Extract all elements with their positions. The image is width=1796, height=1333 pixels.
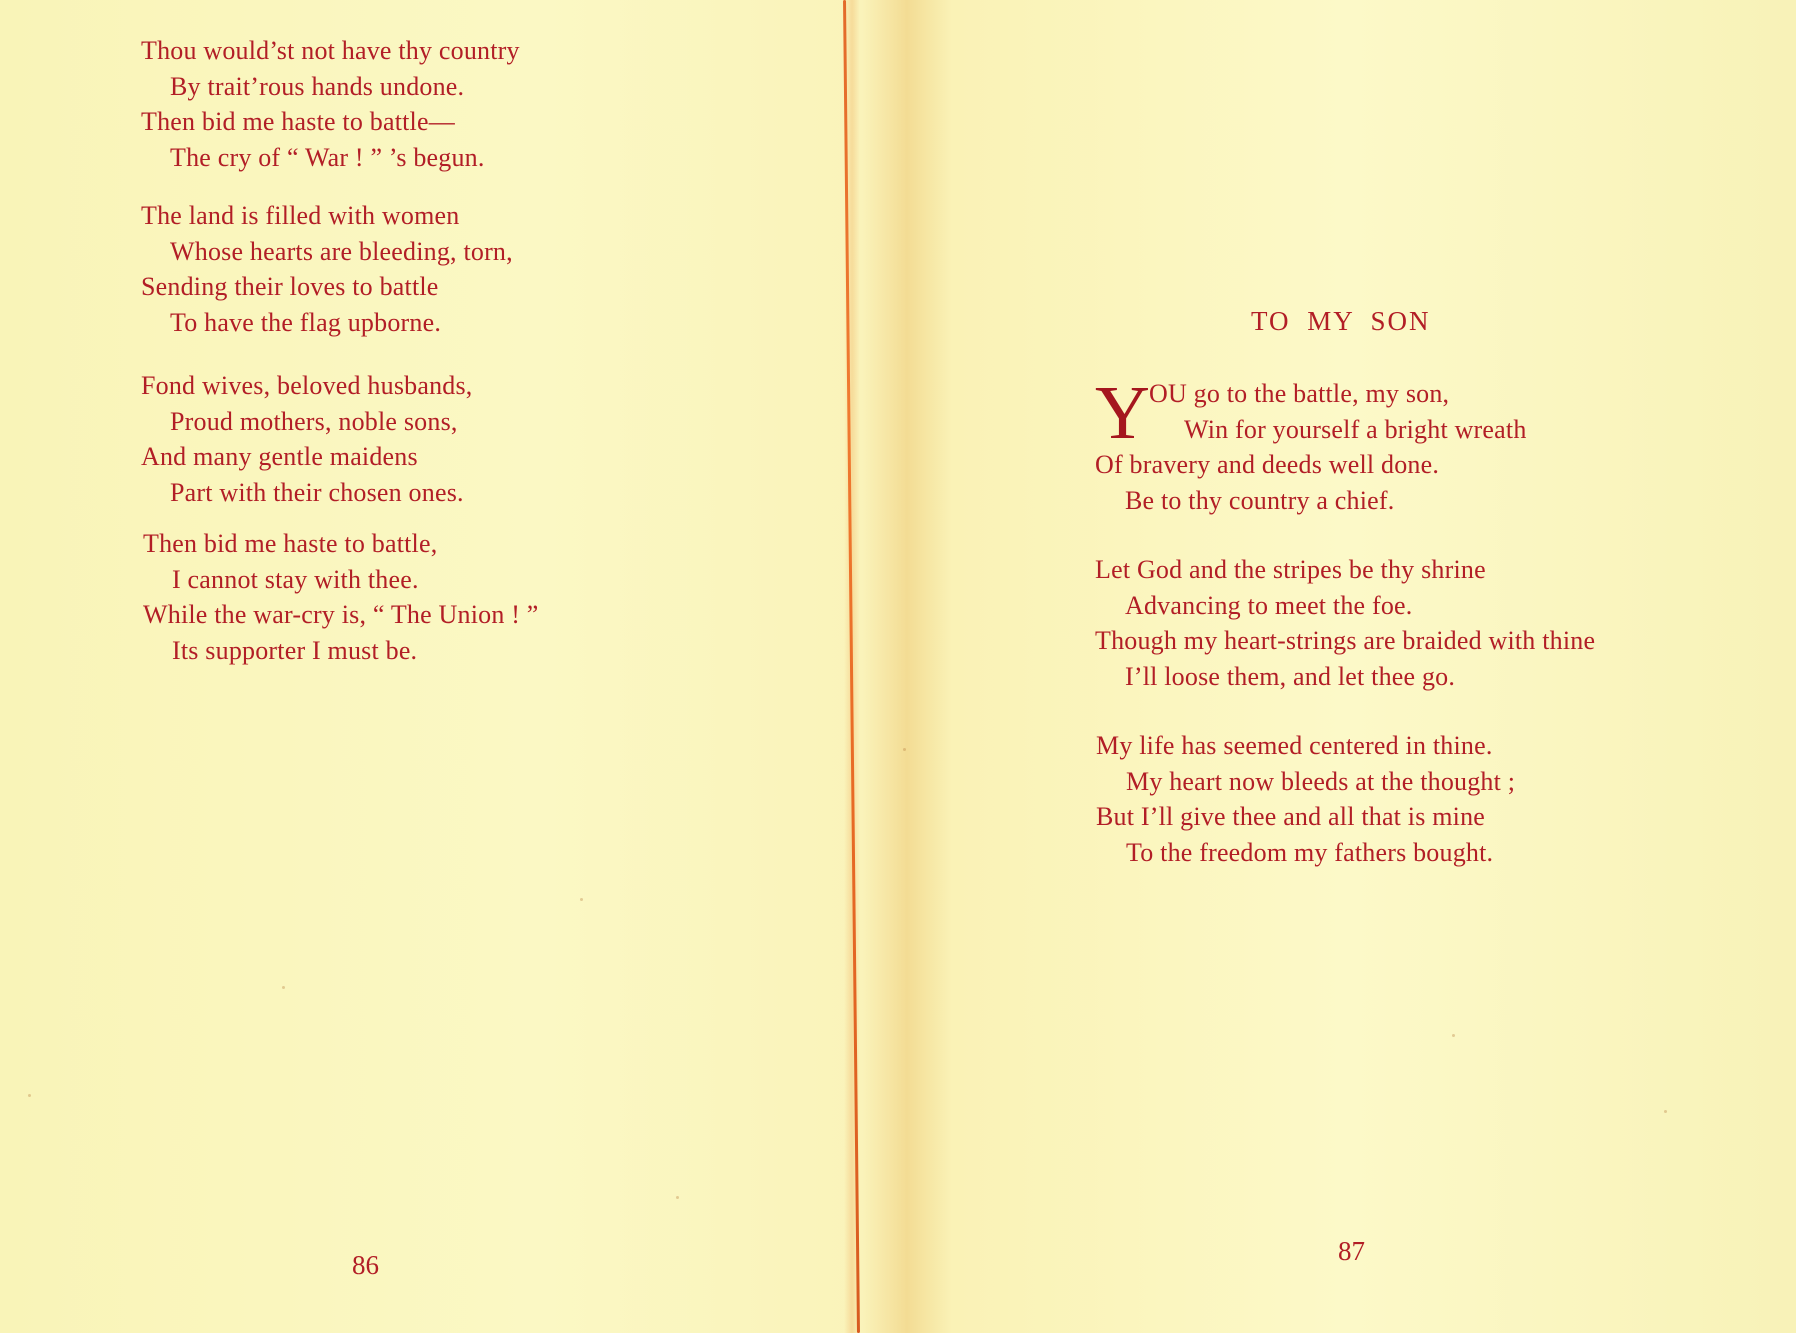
left-page [0,0,850,1333]
poem-line: Sending their loves to battle [141,272,439,301]
poem-line: My heart now bleeds at the thought ; [1126,766,1516,796]
book-gutter [844,0,860,1333]
paper-speck [282,986,285,989]
paper-speck [1664,1110,1667,1113]
paper-speck [1452,1034,1455,1037]
poem-line: By trait’rous hands undone. [170,71,465,101]
paper-speck [903,748,906,751]
poem-line: Of bravery and deeds well done. [1095,450,1440,479]
stanza [141,368,473,510]
poem-line: Let God and the stripes be thy shrine [1095,555,1486,584]
poem-line: To the freedom my fathers bought. [1126,837,1494,867]
stanza [143,526,539,668]
poem-line: Be to thy country a chief. [1125,485,1395,515]
poem-line: To have the flag upborne. [170,307,442,337]
poem-line: OU go to the battle, my son, [1149,379,1450,408]
drop-cap: Y [1095,371,1150,455]
right-page [862,0,1796,1333]
poem-line: Then bid me haste to battle, [143,529,438,558]
stanza [1095,371,1527,518]
stanza [1095,552,1595,694]
page-number: 87 [1338,1236,1365,1266]
poem-line: The cry of “ War ! ” ’s begun. [170,142,485,172]
poem-line: Fond wives, beloved husbands, [141,371,473,400]
poem-line: Win for yourself a bright wreath [1184,414,1527,444]
poem-line: Then bid me haste to battle— [141,107,455,136]
poem-line: The land is filled with women [141,201,460,230]
poem-line: Proud mothers, noble sons, [170,406,458,436]
poem-line: I’ll loose them, and let thee go. [1125,661,1456,691]
paper-speck [580,898,583,901]
poem-line: Whose hearts are bleeding, torn, [170,236,513,266]
poem-line: Its supporter I must be. [172,635,418,665]
poem-line: My life has seemed centered in thine. [1096,731,1493,760]
poem-title: TO MY SON [1251,306,1431,336]
poem-line: Though my heart-strings are braided with thine [1095,626,1596,655]
poem-line: And many gentle maidens [141,442,418,471]
paper-speck [676,1196,679,1199]
stanza [141,198,513,340]
paper-speck [28,1094,31,1097]
poem-line: Part with their chosen ones. [170,477,464,507]
poem-line: But I’ll give thee and all that is mine [1096,802,1486,831]
page-number: 86 [352,1250,379,1280]
poem-line: While the war-cry is, “ The Union ! ” [143,600,539,629]
poem-line: Thou would’st not have thy country [141,36,520,65]
poem-line: I cannot stay with thee. [172,564,419,594]
stanza [141,33,520,175]
stanza [1096,728,1515,870]
poem-line: Advancing to meet the foe. [1125,590,1413,620]
